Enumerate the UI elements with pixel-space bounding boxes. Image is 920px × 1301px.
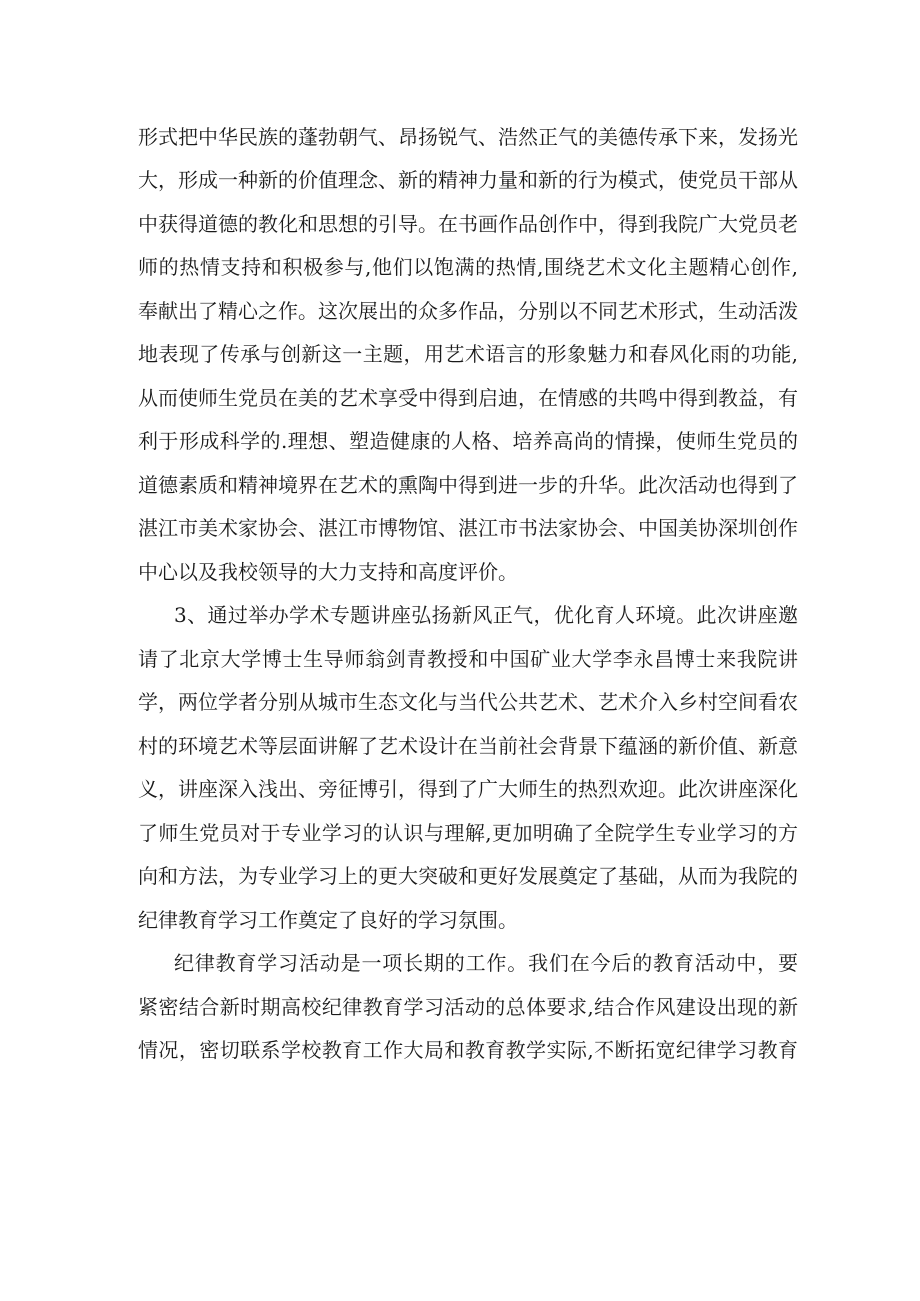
paragraph-1-line-1: 形式把中华民族的蓬勃朝气、昂扬锐气、浩然正气的美德传承下来，发扬光	[138, 125, 798, 149]
paragraph-3-line-1: 纪律教育学习活动是一项长期的工作。我们在今后的教育活动中，要	[174, 951, 798, 975]
paragraph-1-line-6: 地表现了传承与创新这一主题，用艺术语言的形象魅力和春风化雨的功能,	[138, 342, 798, 366]
paragraph-2-line-1: 3、通过举办学术专题讲座弘扬新风正气，优化育人环境。此次讲座邀	[174, 603, 798, 627]
paragraph-2-line-2: 请了北京大学博士生导师翁剑青教授和中国矿业大学李永昌博士来我院讲	[138, 647, 798, 671]
paragraph-1-line-5: 奉献出了精心之作。这次展出的众多作品，分别以不同艺术形式，生动活泼	[138, 299, 798, 323]
paragraph-1-line-8: 利于形成科学的.理想、塑造健康的人格、培养高尚的情操，使师生党员的	[138, 429, 798, 453]
paragraph-1-line-7: 从而使师生党员在美的艺术享受中得到启迪，在情感的共鸣中得到教益，有	[138, 386, 798, 410]
paragraph-1-line-9: 道德素质和精神境界在艺术的熏陶中得到进一步的升华。此次活动也得到了	[138, 473, 798, 497]
paragraph-1-line-4: 师的热情支持和积极参与,他们以饱满的热情,围绕艺术文化主题精心创作,	[138, 255, 798, 279]
paragraph-1-line-3: 中获得道德的教化和思想的引导。在书画作品创作中，得到我院广大党员老	[138, 212, 798, 236]
paragraph-2-line-7: 向和方法，为专业学习上的更大突破和更好发展奠定了基础，从而为我院的	[138, 864, 798, 888]
paragraph-2-line-8: 纪律教育学习工作奠定了良好的学习氛围。	[138, 908, 518, 932]
paragraph-3-line-2: 紧密结合新时期高校纪律教育学习活动的总体要求,结合作风建设出现的新	[138, 995, 798, 1019]
paragraph-1-line-10: 湛江市美术家协会、湛江市博物馆、湛江市书法家协会、中国美协深圳创作	[138, 516, 798, 540]
paragraph-2-line-4: 村的环境艺术等层面讲解了艺术设计在当前社会背景下蕴涵的新价值、新意	[138, 734, 798, 758]
paragraph-3-line-3: 情况，密切联系学校教育工作大局和教育教学实际,不断拓宽纪律学习教育	[138, 1038, 798, 1062]
paragraph-2-line-6: 了师生党员对于专业学习的认识与理解,更加明确了全院学生专业学习的方	[138, 821, 798, 845]
paragraph-1-line-2: 大，形成一种新的价值理念、新的精神力量和新的行为模式，使党员干部从	[138, 168, 798, 192]
paragraph-2-line-3: 学，两位学者分别从城市生态文化与当代公共艺术、艺术介入乡村空间看农	[138, 690, 798, 714]
paragraph-2-line-5: 义，讲座深入浅出、旁征博引，得到了广大师生的热烈欢迎。此次讲座深化	[138, 777, 798, 801]
paragraph-1-line-11: 中心以及我校领导的大力支持和高度评价。	[138, 560, 518, 584]
